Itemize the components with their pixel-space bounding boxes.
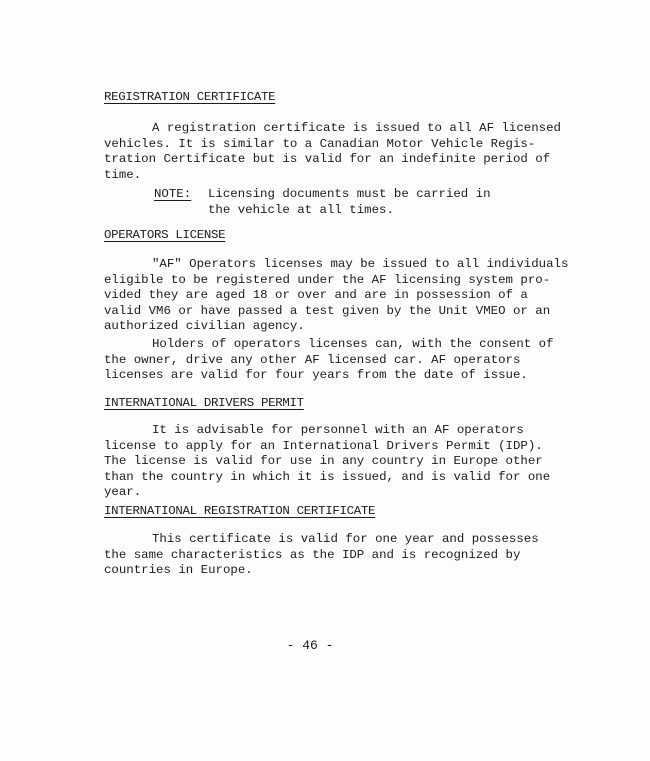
text-line: the vehicle at all times. (208, 202, 394, 217)
operators-license-paragraph-1 (104, 257, 569, 335)
operators-license-heading: OPERATORS LICENSE (104, 228, 226, 242)
registration-certificate-paragraph (104, 121, 561, 183)
page-number: - 46 - (286, 638, 334, 653)
text-line: than the country in which it is issued, and is valid for one (104, 469, 551, 484)
international-registration-certificate-paragraph (104, 532, 539, 579)
text-line: valid VM6 or have passed a test given by the Unit VMEO or an (104, 303, 551, 318)
text-line: time. (104, 167, 142, 182)
text-line: A registration certificate is issued to all AF licensed (152, 121, 561, 135)
text-line: countries in Europe. (104, 563, 253, 578)
text-line: eligible to be registered under the AF licensing system pro- (104, 272, 551, 287)
text-line: vehicles. It is similar to a Canadian Motor Vehicle Regis- (104, 136, 536, 151)
text-line: Licensing documents must be carried in (208, 187, 491, 201)
text-line: the same characteristics as the IDP and is recognized by (104, 547, 521, 562)
registration-certificate-heading: REGISTRATION CERTIFICATE (104, 90, 276, 104)
international-drivers-permit-paragraph (104, 423, 551, 501)
operators-license-paragraph-2 (104, 337, 554, 384)
note-text (208, 187, 491, 218)
text-line: tration Certificate but is valid for an indefinite period of (104, 152, 551, 167)
text-line: year. (104, 485, 142, 500)
text-line: license to apply for an International Drivers Permit (IDP). (104, 438, 543, 453)
international-drivers-permit-heading: INTERNATIONAL DRIVERS PERMIT (104, 396, 304, 410)
text-line: It is advisable for personnel with an AF operators (152, 423, 524, 437)
text-line: This certificate is valid for one year and possesses (152, 532, 539, 546)
text-line: licenses are valid for four years from the date of issue. (104, 368, 528, 383)
text-line: authorized civilian agency. (104, 319, 305, 334)
text-line: The license is valid for use in any country in Europe other (104, 454, 543, 469)
note-label: NOTE: (154, 187, 192, 201)
text-line: "AF" Operators licenses may be issued to all individuals (152, 257, 569, 271)
text-line: the owner, drive any other AF licensed car. AF operators (104, 352, 521, 367)
international-registration-certificate-heading: INTERNATIONAL REGISTRATION CERTIFICATE (104, 504, 376, 518)
text-line: Holders of operators licenses can, with the consent of (152, 337, 554, 351)
text-line: vided they are aged 18 or over and are in possession of a (104, 288, 528, 303)
